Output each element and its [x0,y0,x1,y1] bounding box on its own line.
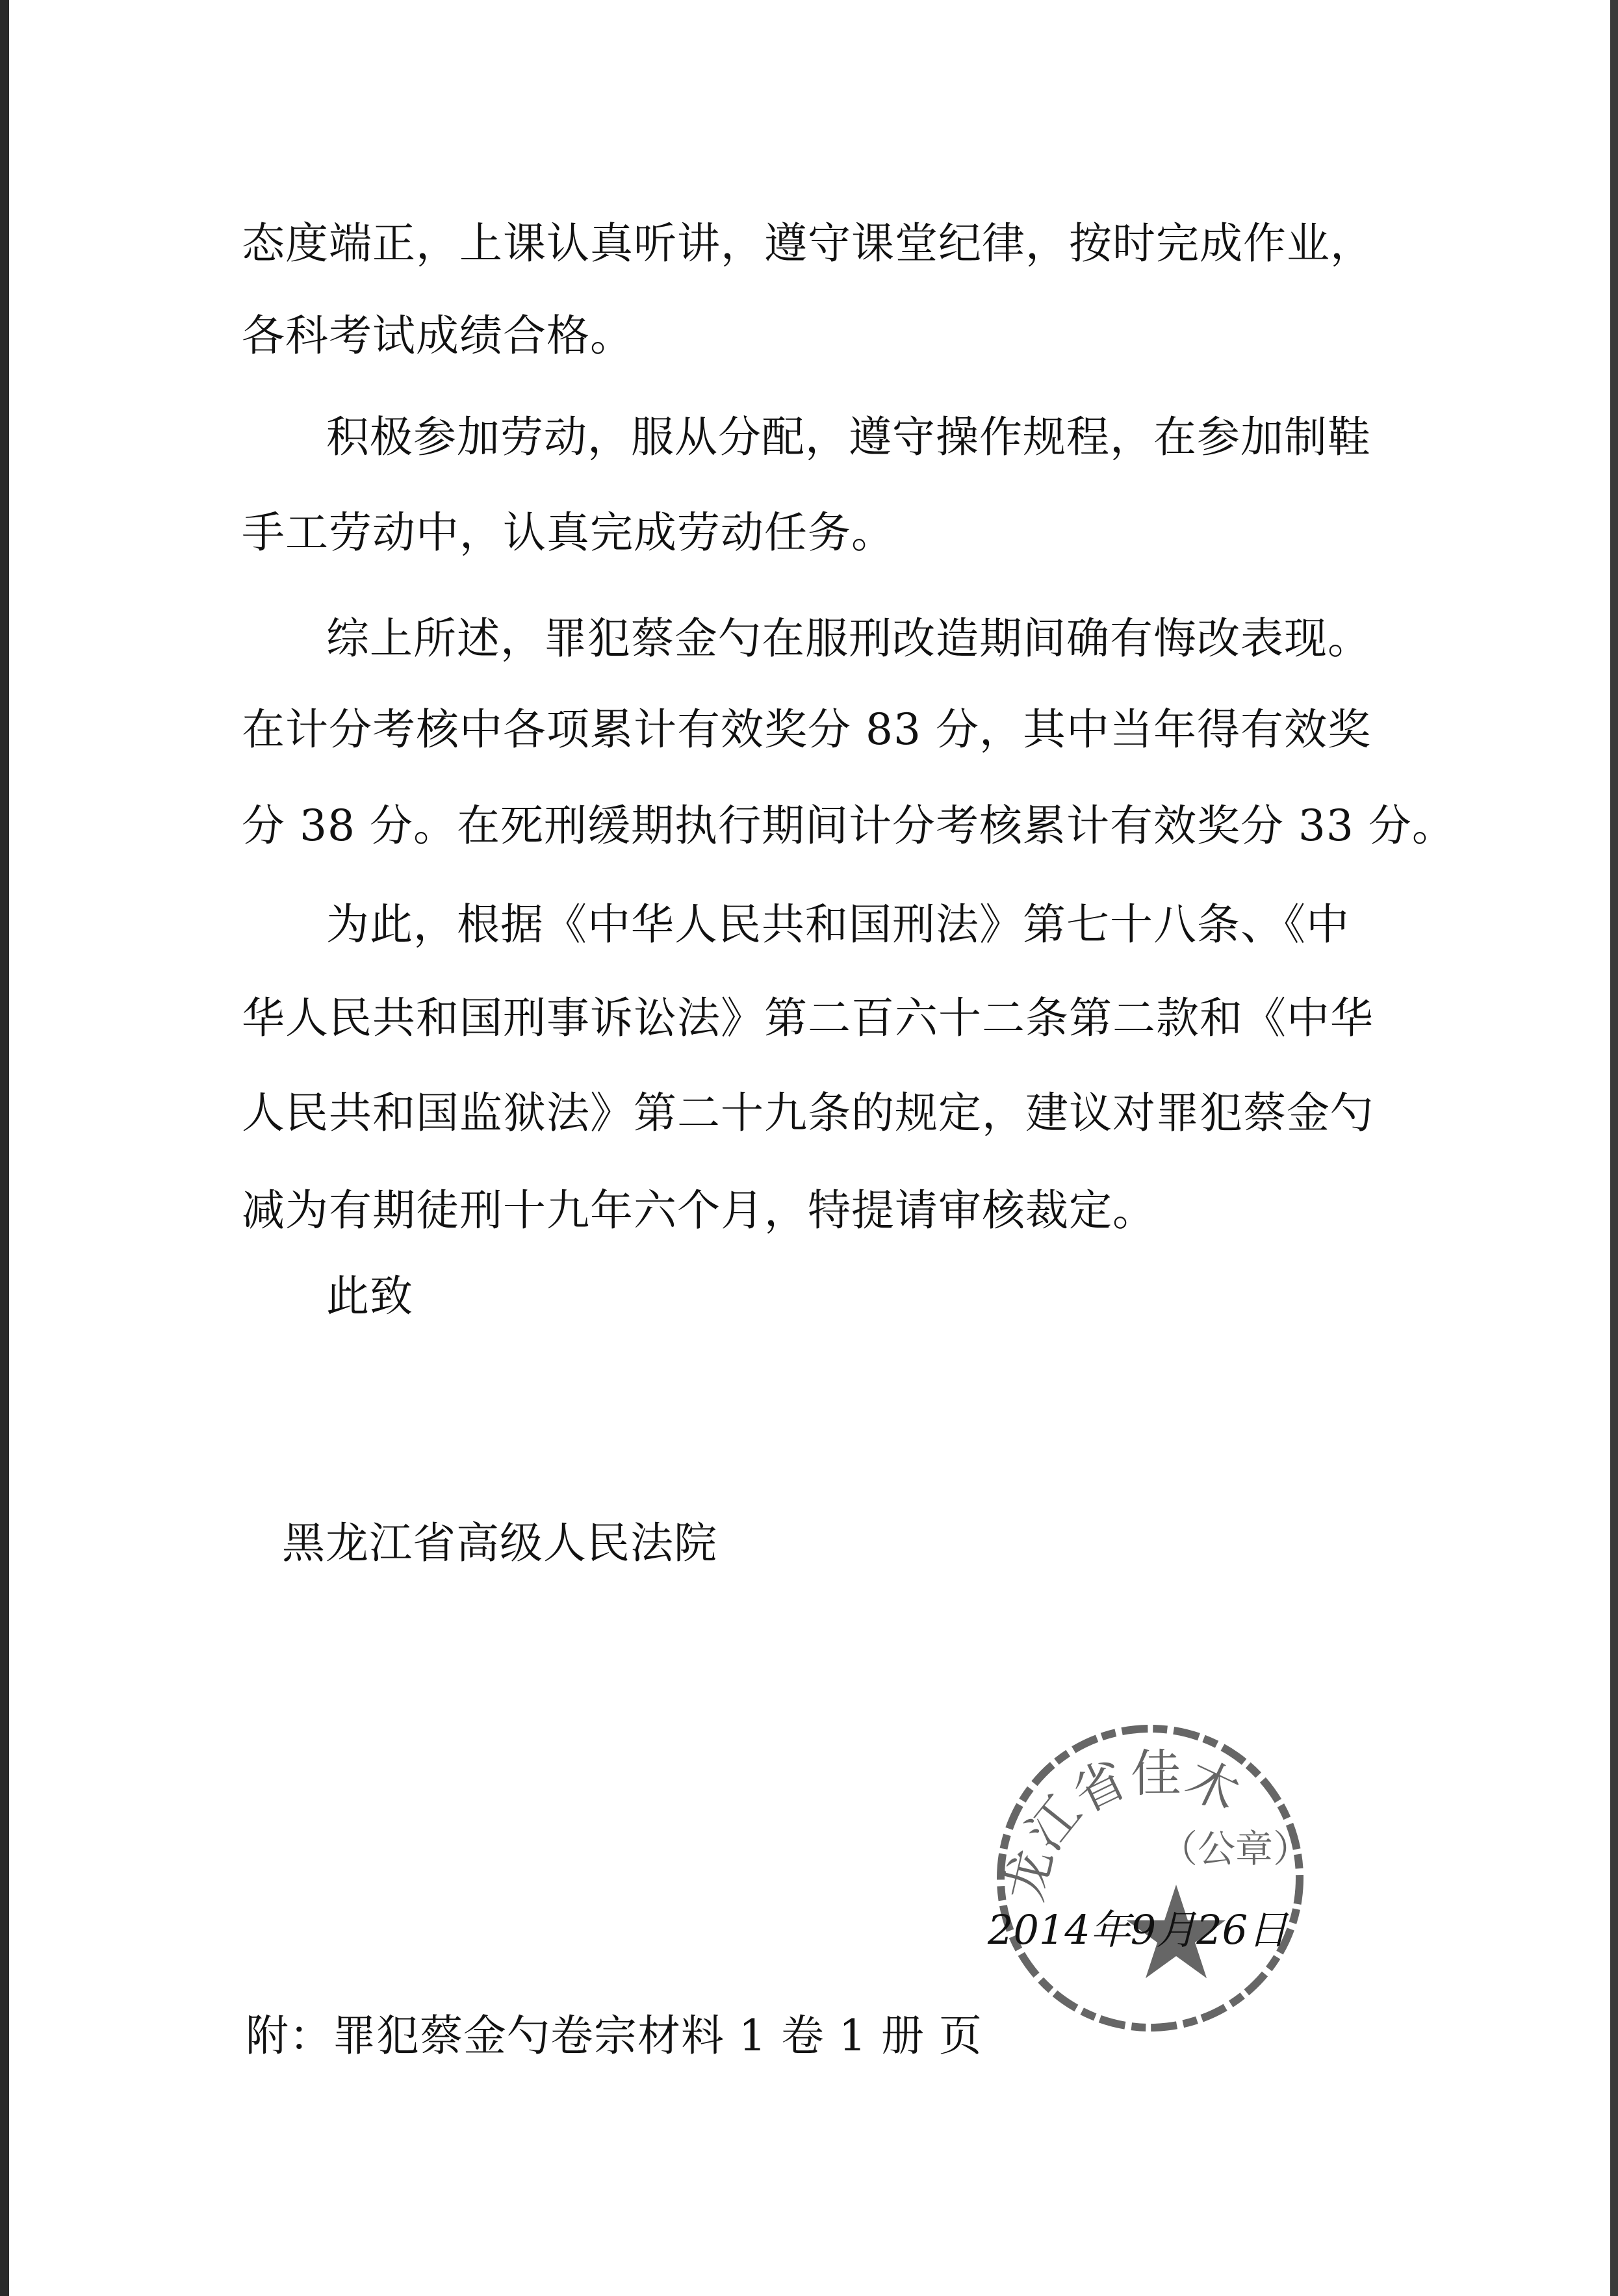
body-line-11: 减为有期徒刑十九年六个月，特提请审核裁定。 [242,1185,1156,1235]
body-line-4: 手工劳动中，认真完成劳动任务。 [242,508,895,558]
body-line-5: 综上所述，罪犯蔡金勺在服刑改造期间确有悔改表现。 [326,613,1371,664]
scan-edge-right [1610,0,1618,2296]
seal-middle-text: （公章） [1160,1827,1311,1871]
body-line-6: 在计分考核中各项累计有效奖分 83 分，其中当年得有效奖 [242,704,1371,755]
signature-date: 2014年9月26日 [988,1906,1289,1954]
body-line-8: 为此，根据《中华人民共和国刑法》第七十八条、《中 [326,899,1350,949]
official-seal [981,1709,1319,2047]
body-line-9: 华人民共和国刑事诉讼法》第二百六十二条第二款和《中华 [242,993,1374,1043]
body-line-2: 各科考试成绩合格。 [242,311,634,361]
recipient-court: 黑龙江省高级人民法院 [282,1518,717,1568]
body-line-10: 人民共和国监狱法》第二十九条的规定，建议对罪犯蔡金勺 [242,1088,1374,1138]
body-line-7: 分 38 分。在死刑缓期执行期间计分考核累计有效奖分 33 分。 [242,801,1456,851]
seal-top-text: 龙江省佳木 [995,1744,1248,1907]
closing-salutation: 此致 [326,1271,413,1321]
body-line-1: 态度端正，上课认真听讲，遵守课堂纪律，按时完成作业， [242,218,1374,268]
attachment-note: 附：罪犯蔡金勺卷宗材料 1 卷 1 册 页 [246,2011,982,2061]
body-line-3: 积极参加劳动，服从分配，遵守操作规程，在参加制鞋 [326,412,1371,462]
svg-text:龙江省佳木 [995,1745,1248,1907]
scan-edge-left [0,0,9,2296]
